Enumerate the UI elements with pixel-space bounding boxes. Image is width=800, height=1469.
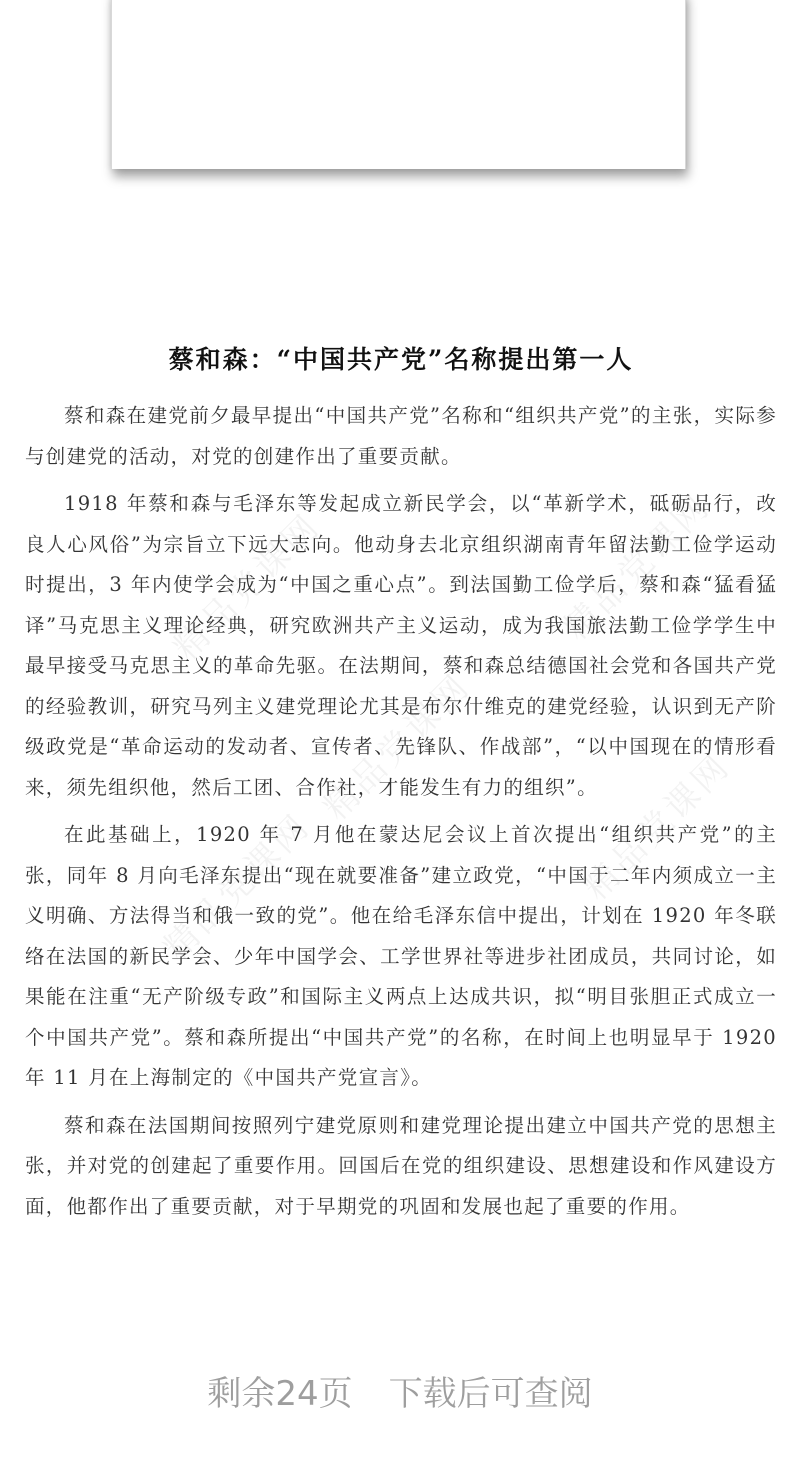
remaining-pages-banner[interactable] [0,1366,800,1415]
document-title: 蔡和森：“中国共产党”名称提出第一人 [168,345,634,374]
paragraph-montargis-conference: 在此基础上，1920 年 7 月他在蒙达尼会议上首次提出“组织共产党”的主张，同年 8 月向毛泽东提出“现在就要准备”建立政党，“中国于二年内须成立一主义明确、方法得当和俄一致的党”。他在给毛泽东信中提出，计划在 1920 年冬联络在法国的新民学会、少年中国学会、工学世界社等进步社团成员，共同讨论，如果能在注重“无产阶级专政”和国际主义两点上达成共识，拟“明目张胆正式成立一个中国共产党”。蔡和森所提出“中国共产党”的名称，在时间上也明显早于 1920 年 11 月在上海制定的《中国共产党宣言》。 [25,823,777,1089]
previous-page-card [111,0,686,169]
document-body [25,338,777,1234]
paragraph-conclusion: 蔡和森在法国期间按照列宁建党原则和建党理论提出建立中国共产党的思想主张，并对党的创建起了重要作用。回国后在党的组织建设、思想建设和作风建设方面，他都作出了重要贡献，对于早期党的巩固和发展也起了重要的作用。 [25,1113,777,1218]
watermark-text: 精品党课网 [166,505,329,669]
watermark-text: 精品党课网 [316,665,479,829]
paragraph-new-people-society: 1918 年蔡和森与毛泽东等发起成立新民学会，以“革新学术，砥砺品行，改良人心风俗”为宗旨立下远大志向。他动身去北京组织湖南青年留法勤工俭学运动时提出，3 年内使学会成为“中国之重心点”。到法国勤工俭学后，蔡和森“猛看猛译”马克思主义理论经典，研究欧洲共产主义运动，成为我国旅法勤工俭学学生中最早接受马克思主义的革命先驱。在法期间，蔡和森总结德国社会党和各国共产党的经验教训，研究马列主义建党理论尤其是布尔什维克的建党经验，认识到无产阶级政党是“革命运动的发动者、宣传者、先锋队、作战部”，“以中国现在的情形看来，须先组织他，然后工团、合作社，才能发生有力的组织”。 [25,492,777,799]
watermark-text: 精品党课网 [156,805,319,969]
watermark-text: 精品党课网 [556,485,719,649]
paragraph-intro: 蔡和森在建党前夕最早提出“中国共产党”名称和“组织共产党”的主张，实际参与创建党的活动，对党的创建作出了重要贡献。 [25,404,777,468]
watermark-text: 精品党课网 [576,745,739,909]
remaining-pages-label: 剩余24页 [207,1374,353,1414]
download-to-view-label: 下载后可查阅 [388,1374,593,1414]
